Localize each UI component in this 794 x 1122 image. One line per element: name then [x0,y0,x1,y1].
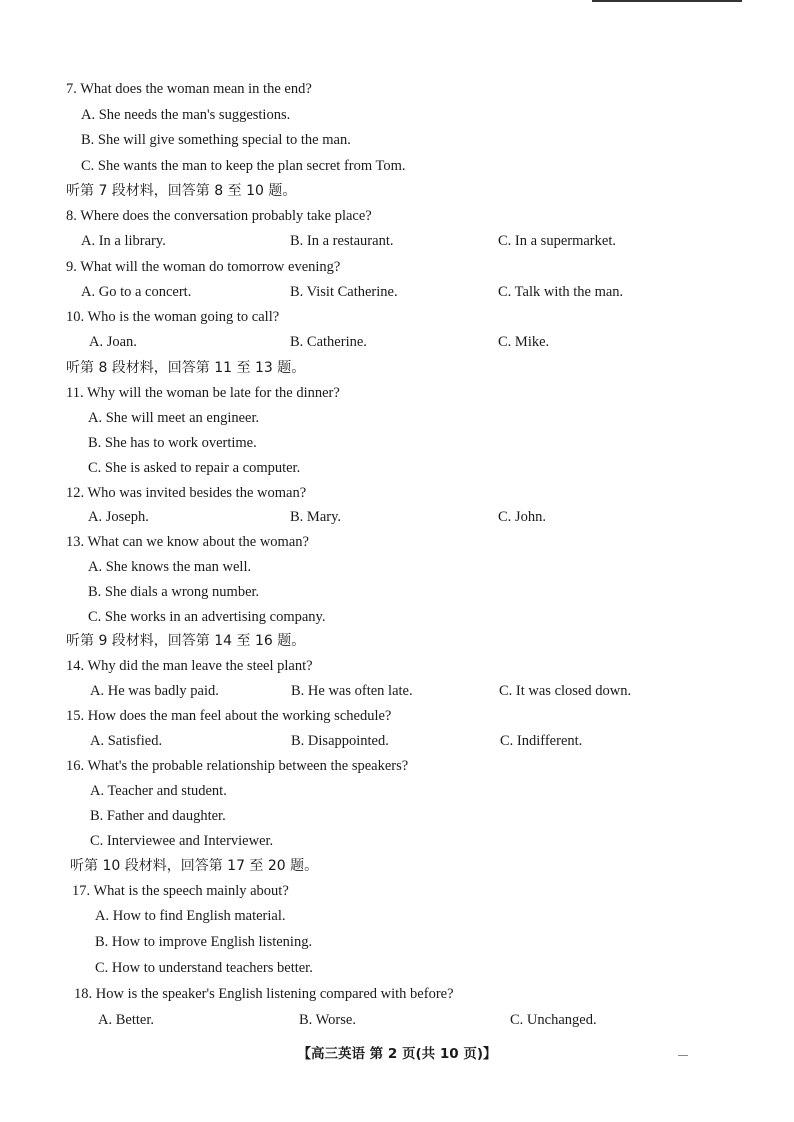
top-rule [592,0,742,2]
q8-option-b: B. In a restaurant. [290,233,394,249]
q7-option-a: A. She needs the man's suggestions. [81,107,291,123]
q12-option-b: B. Mary. [290,509,342,525]
q8-option-a: A. In a library. [81,233,166,249]
q11-stem: 11. Why will the woman be late for the dinner? [66,385,340,401]
q17-option-b: B. How to improve English listening. [95,934,313,950]
page-footer: 【高三英语 第 2 页(共 10 页)】 [297,1046,497,1062]
q7-stem: 7. What does the woman mean in the end? [66,81,312,97]
q10-option-a: A. Joan. [89,334,137,350]
q12-option-a: A. Joseph. [88,509,149,525]
q15-option-b: B. Disappointed. [291,733,389,749]
q13-stem: 13. What can we know about the woman? [66,534,309,550]
q14-stem: 14. Why did the man leave the steel plant? [66,658,313,674]
q11-option-a: A. She will meet an engineer. [88,410,260,426]
q18-option-b: B. Worse. [299,1012,356,1028]
q15-option-a: A. Satisfied. [90,733,163,749]
q10-option-c: C. Mike. [498,334,550,350]
q9-option-a: A. Go to a concert. [81,284,192,300]
q16-option-b: B. Father and daughter. [90,808,226,824]
q18-stem: 18. How is the speaker's English listening compared with before? [74,986,454,1002]
q14-option-a: A. He was badly paid. [90,683,219,699]
q10-option-b: B. Catherine. [290,334,367,350]
q8-stem: 8. Where does the conversation probably take place? [66,208,372,224]
q15-stem: 15. How does the man feel about the working schedule? [66,708,392,724]
section-9-heading: 听第 9 段材料，回答第 14 至 16 题。 [66,633,306,649]
q7-option-c: C. She wants the man to keep the plan secret from Tom. [81,158,406,174]
q16-stem: 16. What's the probable relationship between the speakers? [66,758,409,774]
section-7-heading: 听第 7 段材料，回答第 8 至 10 题。 [66,183,297,199]
q13-option-c: C. She works in an advertising company. [88,609,326,625]
q18-option-a: A. Better. [98,1012,154,1028]
q7-option-b: B. She will give something special to the man. [81,132,351,148]
q12-stem: 12. Who was invited besides the woman? [66,485,307,501]
q9-option-c: C. Talk with the man. [498,284,624,300]
q14-option-b: B. He was often late. [291,683,413,699]
q15-option-c: C. Indifferent. [500,733,583,749]
q16-option-a: A. Teacher and student. [90,783,227,799]
q17-stem: 17. What is the speech mainly about? [72,883,289,899]
q9-option-b: B. Visit Catherine. [290,284,398,300]
q11-option-c: C. She is asked to repair a computer. [88,460,301,476]
q16-option-c: C. Interviewee and Interviewer. [90,833,274,849]
footer-dash-mark [678,1055,688,1056]
q17-option-a: A. How to find English material. [95,908,286,924]
q18-option-c: C. Unchanged. [510,1012,597,1028]
section-10-heading: 听第 10 段材料，回答第 17 至 20 题。 [70,858,319,874]
q12-option-c: C. John. [498,509,546,525]
q13-option-a: A. She knows the man well. [88,559,252,575]
q13-option-b: B. She dials a wrong number. [88,584,260,600]
q9-stem: 9. What will the woman do tomorrow evening? [66,259,341,275]
q14-option-c: C. It was closed down. [499,683,632,699]
section-8-heading: 听第 8 段材料，回答第 11 至 13 题。 [66,360,306,376]
q10-stem: 10. Who is the woman going to call? [66,309,280,325]
q17-option-c: C. How to understand teachers better. [95,960,313,976]
q8-option-c: C. In a supermarket. [498,233,616,249]
q11-option-b: B. She has to work overtime. [88,435,257,451]
